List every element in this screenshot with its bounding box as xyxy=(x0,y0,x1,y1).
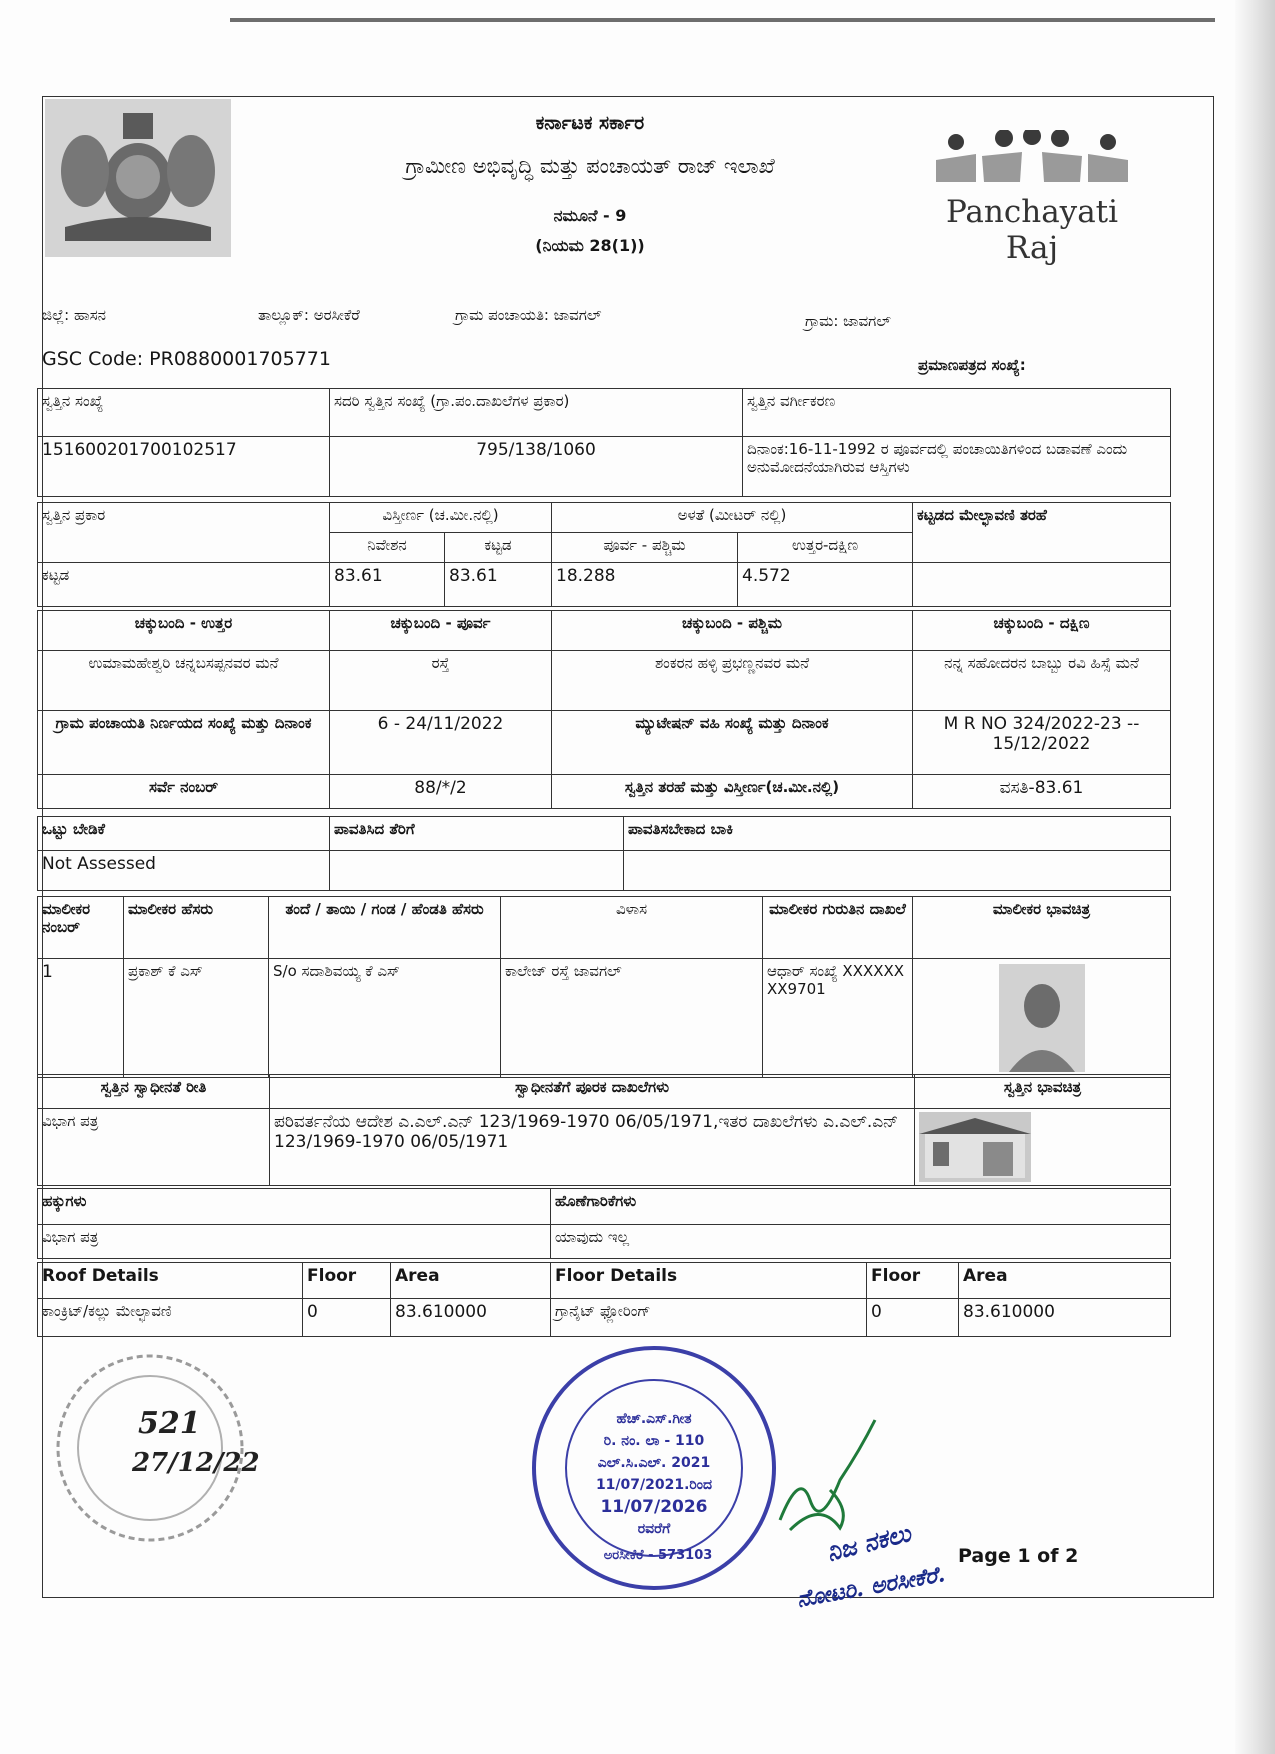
liabilities: ಯಾವುದು ಇಲ್ಲ xyxy=(551,1225,1171,1259)
east-boundary: ರಸ್ತೆ xyxy=(330,651,552,711)
north-boundary: ಉಮಾಮಹೇಶ್ವರಿ ಚನ್ನಬಸಪ್ಪನವರ ಮನೆ xyxy=(38,651,330,711)
floor-floor-header: Floor xyxy=(867,1263,959,1299)
notary-reg: ರಿ. ನಂ. ಲಾ - 110 xyxy=(603,1433,705,1449)
property-photo-label: ಸ್ವತ್ತಿನ ಭಾವಚಿತ್ರ xyxy=(915,1075,1171,1109)
owner-number: 1 xyxy=(38,959,124,1078)
taluk: ತಾಲ್ಲೂಕ್: ಅರಸೀಕೆರೆ xyxy=(258,306,360,324)
paid-tax xyxy=(330,851,624,891)
ownership-table xyxy=(37,1074,1171,1186)
notary-place: ಅರಸೀಕೆರೆ - 573103 xyxy=(603,1548,713,1563)
site-area: 83.61 xyxy=(330,563,445,607)
owner-address: ಕಾಲೇಜ್ ರಸ್ತೆ ಜಾವಗಲ್ xyxy=(501,959,763,1078)
rule-number: (ನಿಯಮ 28(1)) xyxy=(535,236,645,255)
balance-label: ಪಾವತಿಸಬೇಕಾದ ಬಾಕಿ xyxy=(624,817,1171,851)
ownership-docs-label: ಸ್ವಾಧೀನತೆಗೆ ಪೂರಕ ದಾಖಲೆಗಳು xyxy=(270,1075,915,1109)
seal-number: 521 xyxy=(138,1406,201,1441)
district: ಜಿಲ್ಲೆ: ಹಾಸನ xyxy=(42,306,107,324)
rights-label: ಹಕ್ಕುಗಳು xyxy=(38,1189,551,1225)
property-id-label: ಸ್ವತ್ತಿನ ಸಂಖ್ಯೆ xyxy=(38,389,330,437)
ownership-docs: ಪರಿವರ್ತನೆಯ ಆದೇಶ ಎ.ಎಲ್.ಎನ್ 123/1969-1970 06/05/1971,ಇತರ ದಾಖಲೆಗಳು ಎ.ಎಲ್.ಎನ್ 123/1969-1970 06/05/1971 xyxy=(270,1109,915,1186)
floor-area: 83.610000 xyxy=(959,1299,1171,1337)
notary-city-text: ನೋಟರಿ. ಅರಸೀಕೆರೆ. xyxy=(794,1561,948,1613)
roof-floor: 0 xyxy=(303,1299,391,1337)
roof-details-header: Roof Details xyxy=(38,1263,303,1299)
mutation-label: ಮ್ಯುಟೇಷನ್ ವಹಿ ಸಂಖ್ಯೆ ಮತ್ತು ದಿನಾಂಕ xyxy=(552,711,913,775)
liabilities-label: ಹೊಣೆಗಾರಿಕೆಗಳು xyxy=(551,1189,1171,1225)
gp-decision-label: ಗ್ರಾಮ ಪಂಚಾಯತಿ ನಿರ್ಣಯದ ಸಂಖ್ಯೆ ಮತ್ತು ದಿನಾಂಕ xyxy=(38,711,330,775)
rights-table xyxy=(37,1188,1171,1259)
classification-label: ಸ್ವತ್ತಿನ ವರ್ಗೀಕರಣ xyxy=(743,389,1171,437)
seal-date: 27/12/22 xyxy=(132,1448,260,1478)
west-label: ಚಕ್ಕುಬಂದಿ - ಪಶ್ಚಿಮ xyxy=(552,611,913,651)
gram-panchayat-seal xyxy=(50,1348,260,1548)
demand-label: ಒಟ್ಟು ಬೇಡಿಕೆ xyxy=(38,817,330,851)
area-label: ವಿಸ್ತೀರ್ಣ (ಚ.ಮೀ.ನಲ್ಲಿ) xyxy=(330,503,552,533)
certificate-number-label: ಪ್ರಮಾಣಪತ್ರದ ಸಂಖ್ಯೆ: xyxy=(918,356,1026,374)
header-government: ಕರ್ನಾಟಕ ಸರ್ಕಾರ xyxy=(535,112,645,134)
notary-to: 11/07/2026 xyxy=(600,1497,708,1517)
roof-type xyxy=(913,563,1171,607)
owner-id-proof: ಆಧಾರ್ ಸಂಖ್ಯೆ XXXXXXXX9701 xyxy=(763,959,913,1078)
old-number: 795/138/1060 xyxy=(330,437,743,497)
north-south-label: ಉತ್ತರ-ದಕ್ಷಿಣ xyxy=(738,533,913,563)
roof-details: ಕಾಂಕ್ರಿಟ್/ಕಲ್ಲು ಮೇಲ್ಛಾವಣಿ xyxy=(38,1299,303,1337)
panchayati-raj-people-icon xyxy=(932,130,1132,186)
property-table xyxy=(37,388,1171,497)
south-boundary: ನನ್ನ ಸಹೋದರನ ಬಾಬ್ಬು ರವಿ ಹಿಸ್ಸೆ ಮನೆ xyxy=(913,651,1171,711)
floor-area-header: Area xyxy=(959,1263,1171,1299)
tax-table xyxy=(37,816,1171,891)
paid-label: ಪಾವತಿಸಿದ ತೆರಿಗೆ xyxy=(330,817,624,851)
property-type: ಕಟ್ಟಡ xyxy=(38,563,330,607)
ownership-method: ವಿಭಾಗ ಪತ್ರ xyxy=(38,1109,270,1186)
owner-relation: S/o ಸದಾಶಿವಯ್ಯ ಕೆ ಎಸ್ xyxy=(269,959,501,1078)
balance-due xyxy=(624,851,1171,891)
dimension-table xyxy=(37,502,1171,607)
east-west-value: 18.288 xyxy=(552,563,738,607)
gp-decision: 6 - 24/11/2022 xyxy=(330,711,552,775)
owner-photo-label: ಮಾಲೀಕರ ಭಾವಚಿತ್ರ xyxy=(913,897,1171,959)
page-number: Page 1 of 2 xyxy=(958,1545,1079,1567)
survey-label: ಸರ್ವೆ ನಂಬರ್ xyxy=(38,775,330,809)
mutation-value: M R NO 324/2022-23 -- 15/12/2022 xyxy=(913,711,1171,775)
notary-seal xyxy=(528,1342,780,1594)
owner-table xyxy=(37,896,1171,1078)
south-label: ಚಕ್ಕುಬಂದಿ - ದಕ್ಷಿಣ xyxy=(913,611,1171,651)
notary-ll: ಎಲ್.ಸಿ.ಎಲ್. 2021 xyxy=(597,1455,711,1471)
floor-details: ಗ್ರಾನೈಟ್ ಫ್ಲೋರಿಂಗ್ xyxy=(551,1299,867,1337)
old-number-label: ಸದರಿ ಸ್ವತ್ತಿನ ಸಂಖ್ಯೆ (ಗ್ರಾ.ಪಂ.ದಾಖಲೆಗಳ ಪ್ರಕಾರ) xyxy=(330,389,743,437)
floor-floor: 0 xyxy=(867,1299,959,1337)
property-type-label: ಸ್ವತ್ತಿನ ಪ್ರಕಾರ xyxy=(38,503,330,563)
east-label: ಚಕ್ಕುಬಂದಿ - ಪೂರ್ವ xyxy=(330,611,552,651)
classification: ದಿನಾಂಕ:16-11-1992 ರ ಪೂರ್ವದಲ್ಲಿ ಪಂಚಾಯಿತಿಗಳಿಂದ ಬಡಾವಣೆ ಎಂದು ಅನುಮೋದನೆಯಾಗಿರುವ ಆಸ್ತಿಗಳು xyxy=(743,437,1171,497)
panchayati-raj-text: Panchayati Raj xyxy=(945,194,1119,266)
building-label: ಕಟ್ಟಡ xyxy=(445,533,552,563)
owner-number-label: ಮಾಲೀಕರ ನಂಬರ್ xyxy=(38,897,124,959)
form-number: ನಮೂನೆ - 9 xyxy=(553,206,627,225)
signature xyxy=(770,1410,880,1540)
property-kind: ವಸತಿ-83.61 xyxy=(913,775,1171,809)
notary-name: ಹೆಚ್.ಎಸ್.ಗೀತ xyxy=(616,1411,692,1427)
id-proof-label: ಮಾಲೀಕರ ಗುರುತಿನ ದಾಖಲೆ xyxy=(763,897,913,959)
dimension-label: ಅಳತೆ (ಮೀಟರ್ ನಲ್ಲಿ) xyxy=(552,503,913,533)
karnataka-emblem-icon xyxy=(45,99,231,257)
owner-name: ಪ್ರಕಾಶ್ ಕೆ ಎಸ್ xyxy=(124,959,269,1078)
roof-area: 83.610000 xyxy=(391,1299,551,1337)
gram-panchayat: ಗ್ರಾಮ ಪಂಚಾಯತಿ: ಜಾವಗಲ್ xyxy=(455,306,602,324)
true-copy-text: ನಿಜ ನಕಲು xyxy=(823,1518,914,1567)
roof-floor-header: Floor xyxy=(303,1263,391,1299)
roof-area-header: Area xyxy=(391,1263,551,1299)
property-id: 151600201700102517 xyxy=(38,437,330,497)
property-photo xyxy=(919,1112,1031,1182)
notary-from: 11/07/2021.ರಿಂದ xyxy=(595,1477,713,1493)
north-south-value: 4.572 xyxy=(738,563,913,607)
site-label: ನಿವೇಶನ xyxy=(330,533,445,563)
details-table xyxy=(37,1262,1171,1337)
gsc-code: GSC Code: PR0880001705771 xyxy=(42,348,331,370)
boundary-table xyxy=(37,610,1171,809)
panchayati-raj-logo xyxy=(932,130,1132,266)
owner-name-label: ಮಾಲೀಕರ ಹೆಸರು xyxy=(124,897,269,959)
total-demand: Not Assessed xyxy=(38,851,330,891)
notary-upto: ರವರೆಗೆ xyxy=(637,1521,671,1537)
east-west-label: ಪೂರ್ವ - ಪಶ್ಚಿಮ xyxy=(552,533,738,563)
header-department: ಗ್ರಾಮೀಣ ಅಭಿವೃದ್ಧಿ ಮತ್ತು ಪಂಚಾಯತ್ ರಾಜ್ ಇಲಾಖೆ xyxy=(405,154,775,178)
owner-photo-cell xyxy=(913,959,1171,1078)
north-label: ಚಕ್ಕುಬಂದಿ - ಉತ್ತರ xyxy=(38,611,330,651)
property-photo-cell xyxy=(915,1109,1171,1186)
owner-photo xyxy=(999,964,1085,1072)
ownership-method-label: ಸ್ವತ್ತಿನ ಸ್ವಾಧೀನತೆ ರೀತಿ xyxy=(38,1075,270,1109)
relation-label: ತಂದೆ / ತಾಯಿ / ಗಂಡ / ಹೆಂಡತಿ ಹೆಸರು xyxy=(269,897,501,959)
rights: ವಿಭಾಗ ಪತ್ರ xyxy=(38,1225,551,1259)
property-kind-label: ಸ್ವತ್ತಿನ ತರಹೆ ಮತ್ತು ವಿಸ್ತೀರ್ಣ(ಚ.ಮೀ.ನಲ್ಲಿ) xyxy=(552,775,913,809)
village: ಗ್ರಾಮ: ಜಾವಗಲ್ xyxy=(805,312,891,330)
survey-number: 88/*/2 xyxy=(330,775,552,809)
building-area: 83.61 xyxy=(445,563,552,607)
scan-edge xyxy=(1235,0,1275,1754)
scan-top-line xyxy=(230,18,1215,22)
floor-details-header: Floor Details xyxy=(551,1263,867,1299)
west-boundary: ಶಂಕರನ ಹಳ್ಳಿ ಪ್ರಭಣ್ಣನವರ ಮನೆ xyxy=(552,651,913,711)
address-label: ವಿಳಾಸ xyxy=(501,897,763,959)
roof-type-label: ಕಟ್ಟಡದ ಮೇಲ್ಛಾವಣಿ ತರಹೆ xyxy=(913,503,1171,563)
